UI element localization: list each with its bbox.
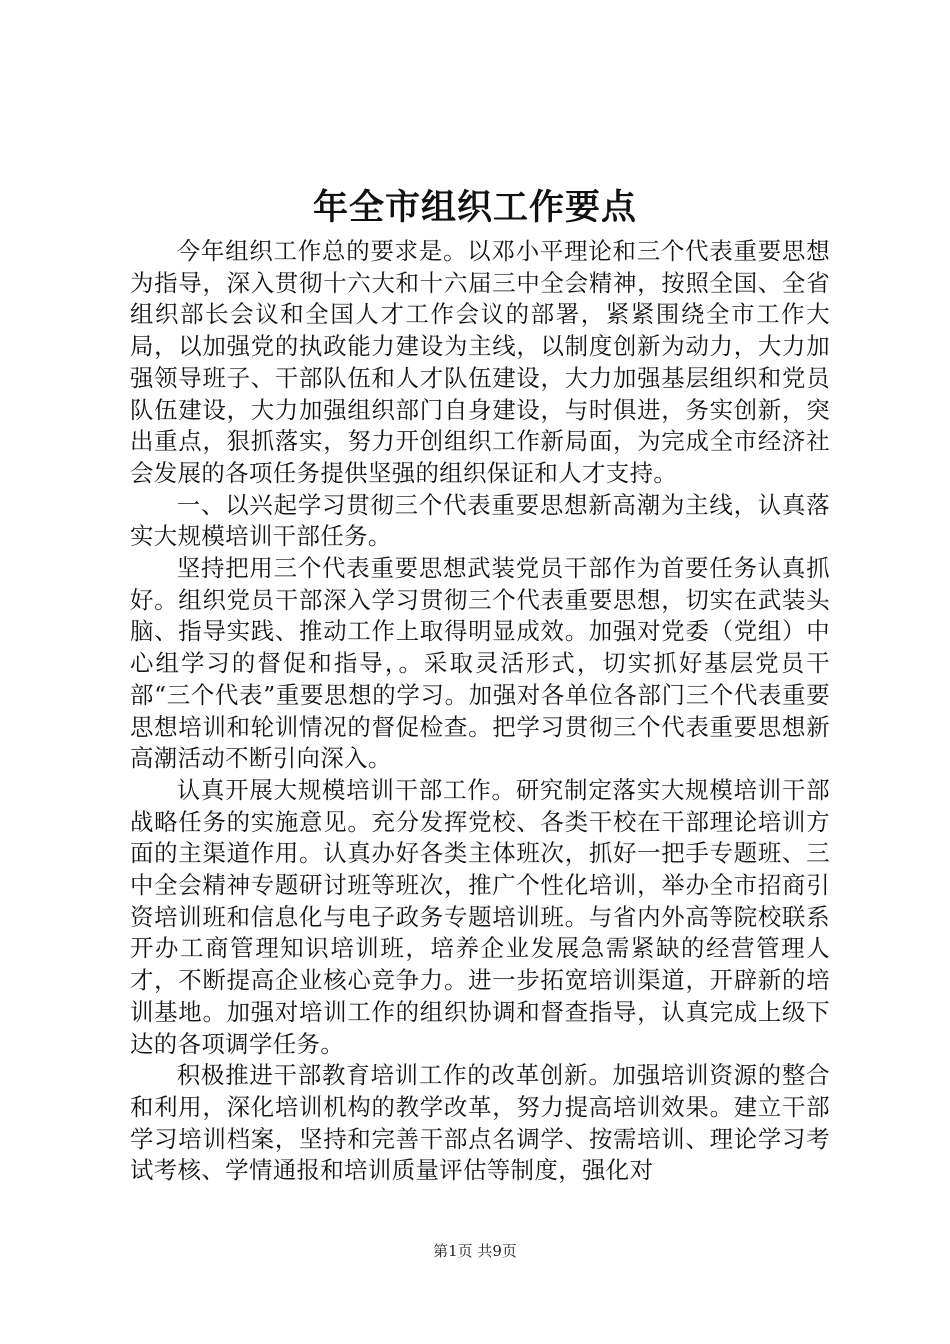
- page-number-footer: 第1页 共9页: [433, 1242, 517, 1260]
- document-title: 年全市组织工作要点: [312, 187, 637, 228]
- paragraph-training-reform: 积极推进干部教育培训工作的改革创新。加强培训资源的整合和利用，深化培训机构的教学改革，努力提高培训效果。建立干部学习培训档案，坚持和完善干部点名调学、按需培训、理论学习考试考核、学情通报和培训质量评估等制度，强化对: [130, 1061, 830, 1185]
- document-body: [130, 236, 830, 1187]
- paragraph-theory-study: 坚持把用三个代表重要思想武装党员干部作为首要任务认真抓好。组织党员干部深入学习贯彻三个代表重要思想，切实在武装头脑、指导实践、推动工作上取得明显成效。加强对党委（党组）中心组学习的督促和指导，。采取灵活形式，切实抓好基层党员干部“三个代表”重要思想的学习。加强对各单位各部门三个代表重要思想培训和轮训情况的督促检查。把学习贯彻三个代表重要思想新高潮活动不断引向深入。: [130, 554, 830, 773]
- paragraph-cadre-training: 认真开展大规模培训干部工作。研究制定落实大规模培训干部战略任务的实施意见。充分发挥党校、各类干校在干部理论培训方面的主渠道作用。认真办好各类主体班次，抓好一把手专题班、三中全会精神专题研讨班等班次，推广个性化培训，举办全市招商引资培训班和信息化与电子政务专题培训班。与省内外高等院校联系开办工商管理知识培训班，培养企业发展急需紧缺的经营管理人才，不断提高企业核心竞争力。进一步拓宽培训渠道，开辟新的培训基地。加强对培训工作的组织协调和督查指导，认真完成上级下达的各项调学任务。: [130, 775, 830, 1058]
- paragraph-section-one-heading: 一、以兴起学习贯彻三个代表重要思想新高潮为主线，认真落实大规模培训干部任务。: [130, 490, 830, 551]
- paragraph-general-requirements: 今年组织工作总的要求是。以邓小平理论和三个代表重要思想为指导，深入贯彻十六大和十六届三中全会精神，按照全国、全省组织部长会议和全国人才工作会议的部署，紧紧围绕全市工作大局，以加强党的执政能力建设为主线，以制度创新为动力，大力加强领导班子、干部队伍和人才队伍建设，大力加强基层组织和党员队伍建设，大力加强组织部门自身建设，与时俱进，务实创新，突出重点，狠抓落实，努力开创组织工作新局面，为完成全市经济社会发展的各项任务提供坚强的组织保证和人才支持。: [130, 237, 830, 487]
